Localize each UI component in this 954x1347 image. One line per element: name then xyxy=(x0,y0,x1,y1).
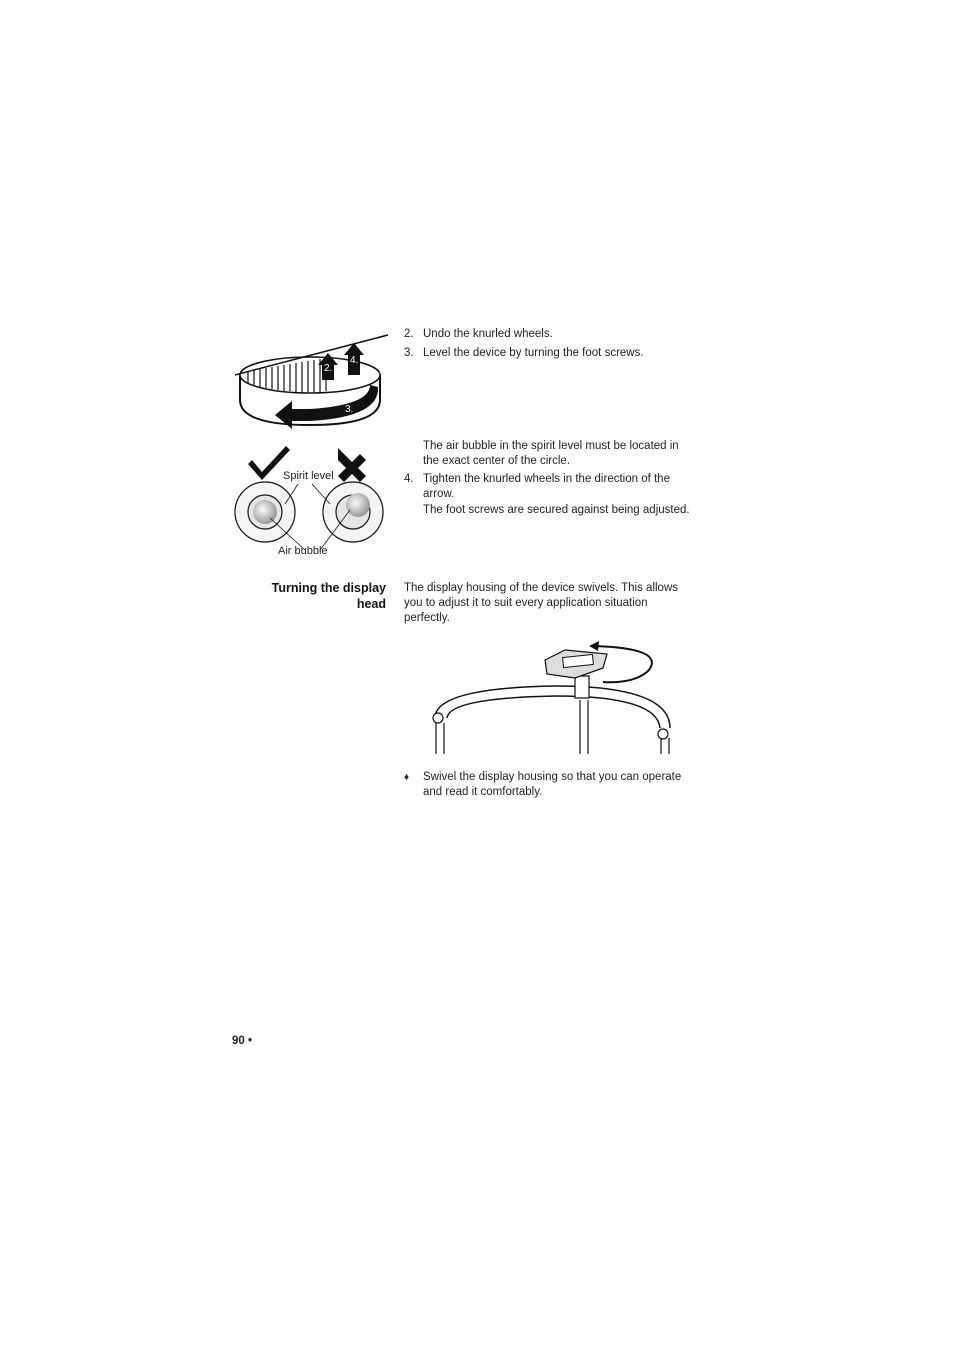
spirit-level-figure xyxy=(230,440,390,560)
step-2: 2. Undo the knurled wheels. xyxy=(404,328,553,340)
air-bubble-label: Air bubble xyxy=(278,545,328,557)
page-number: 90 • xyxy=(232,1035,253,1047)
section-intro: The display housing of the device swivels. This allows you to adjust it to suit every application situation perfectly. xyxy=(404,582,679,624)
spirit-level-label: Spirit level xyxy=(283,470,334,482)
bullet-diamond-icon: ♦ xyxy=(404,772,410,783)
step-4: 4. Tighten the knurled wheels in the direction of the arrow. xyxy=(404,473,670,500)
figure1-label-3: 3. xyxy=(345,404,354,415)
figure1-label-2: 2. xyxy=(324,363,333,374)
knurled-wheel-figure xyxy=(230,325,390,435)
figure1-label-4: 4. xyxy=(350,355,359,366)
cross-mark-icon xyxy=(338,448,366,482)
step-3: 3. Level the device by turning the foot screws. xyxy=(404,347,644,359)
section-heading: Turning the display head xyxy=(271,581,386,611)
step-4-note: The foot screws are secured against being adjusted. xyxy=(423,504,690,516)
bullet-item: ♦ Swivel the display housing so that you can operate and read it comfortably. xyxy=(404,771,682,798)
spirit-level-note: The air bubble in the spirit level must be located in the exact center of the circle. xyxy=(423,440,679,467)
display-head-figure xyxy=(425,638,685,768)
